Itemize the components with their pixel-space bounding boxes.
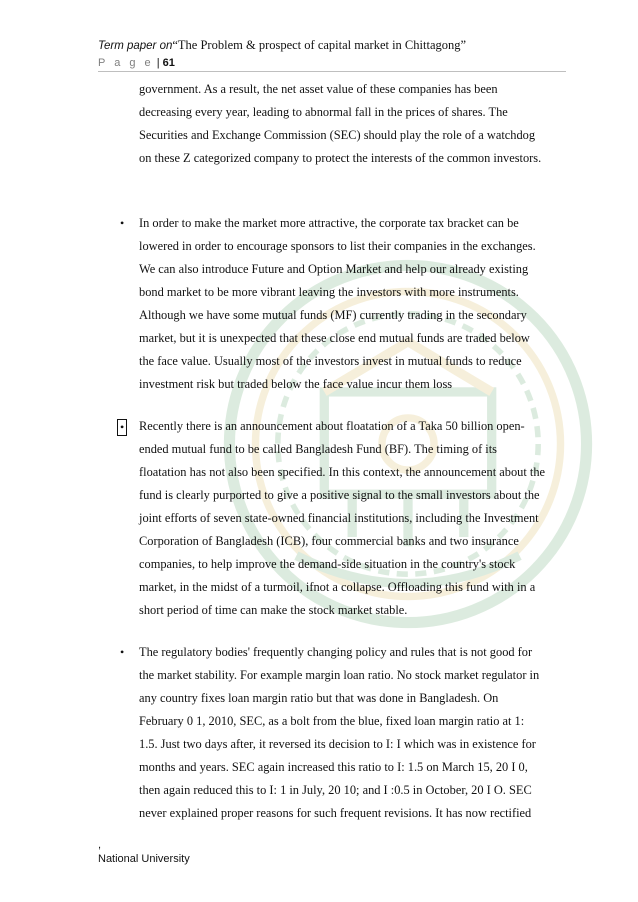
bullet-1-line: We can also introduce Future and Option Market and help our already existing bbox=[139, 262, 529, 276]
header-divider bbox=[98, 71, 566, 72]
header-title-main: “The Problem & prospect of capital market in Chittagong” bbox=[172, 38, 467, 52]
header-title bbox=[98, 38, 568, 53]
bullet-marker-selected: • bbox=[117, 419, 127, 436]
footer-mark: , bbox=[98, 839, 102, 851]
page-number: 61 bbox=[162, 57, 175, 69]
bullet-1-line: bond market to be more vibrant leaving the investors with more instruments. bbox=[139, 285, 519, 299]
bullet-3-line: 1.5. Just two days after, it reversed its decision to I: I which was in existence for bbox=[139, 737, 536, 751]
bullet-1-line: the face value. Usually most of the investors invest in mutual funds to reduce bbox=[139, 354, 522, 368]
footer-institution: National University bbox=[98, 853, 190, 865]
bullet-2-line: Recently there is an announcement about floatation of a Taka 50 billion open- bbox=[139, 419, 525, 433]
bullet-2-line: market, in the midst of a turmoil, ifnot a collapse. Offloading this fund with in a bbox=[139, 580, 536, 594]
page-separator: | bbox=[156, 57, 160, 69]
bullet-2-line: fund is clearly purported to give a positive signal to the small investors about the bbox=[139, 488, 540, 502]
bullet-3-line: never explained proper reasons for such frequent revisions. It has now rectified bbox=[139, 806, 532, 820]
bullet-1-line: lowered in order to encourage sponsors to list their companies in the exchanges. bbox=[139, 239, 536, 253]
bullet-3-line: the market stability. For example margin loan ratio. No stock market regulator in bbox=[139, 668, 540, 682]
intro-line: on these Z categorized company to protect the interests of the common investors. bbox=[139, 151, 542, 165]
bullet-3-line: months and years. SEC again increased this ratio to I: 1.5 on March 15, 20 I 0, bbox=[139, 760, 528, 774]
intro-line: government. As a result, the net asset value of these companies has been bbox=[139, 82, 498, 96]
bullet-2-line: short period of time can make the stock market stable. bbox=[139, 603, 408, 617]
page-footer bbox=[98, 838, 190, 866]
bullet-2-line: floatation has not also been specified. In this context, the announcement about the bbox=[139, 465, 546, 479]
intro-line: Securities and Exchange Commission (SEC) should play the role of a watchdog bbox=[139, 128, 536, 142]
bullet-marker: • bbox=[120, 645, 125, 659]
bullet-marker: • bbox=[120, 216, 125, 230]
header-page-number bbox=[98, 56, 568, 70]
bullet-2-line: companies, to help improve the demand-side situation in the country's stock bbox=[139, 557, 516, 571]
bullet-3-line: The regulatory bodies' frequently changing policy and rules that is not good for bbox=[139, 645, 533, 659]
bullet-1-line: investment risk but traded below the face value incur them loss bbox=[139, 377, 453, 391]
bullet-1-line: Although we have some mutual funds (MF) currently trading in the secondary bbox=[139, 308, 527, 322]
bullet-1-line: market, but it is unexpected that these close end mutual funds are traded below bbox=[139, 331, 530, 345]
bullet-3-line: February 0 1, 2010, SEC, as a bolt from the blue, fixed loan margin ratio at 1: bbox=[139, 714, 525, 728]
bullet-2-line: ended mutual fund to be called Bangladesh Fund (BF). The timing of its bbox=[139, 442, 498, 456]
bullet-3-line: then again reduced this to I: 1 in July, 20 10; and I :0.5 in October, 20 I O. SEC bbox=[139, 783, 532, 797]
intro-line: decreasing every year, leading to abnormal fall in the prices of shares. The bbox=[139, 105, 508, 119]
bullet-3-line: any country fixes loan margin ratio but that was done in Bangladesh. On bbox=[139, 691, 499, 705]
bullet-1-line: In order to make the market more attractive, the corporate tax bracket can be bbox=[139, 216, 519, 230]
header-title-prefix: Term paper on bbox=[98, 40, 173, 52]
bullet-2-line: joint efforts of seven state-owned financial institutions, including the Investment bbox=[139, 511, 539, 525]
page-header bbox=[98, 38, 568, 70]
page-label: P a g e bbox=[98, 57, 154, 69]
bullet-2-line: Corporation of Bangladesh (ICB), four commercial banks and two insurance bbox=[139, 534, 519, 548]
